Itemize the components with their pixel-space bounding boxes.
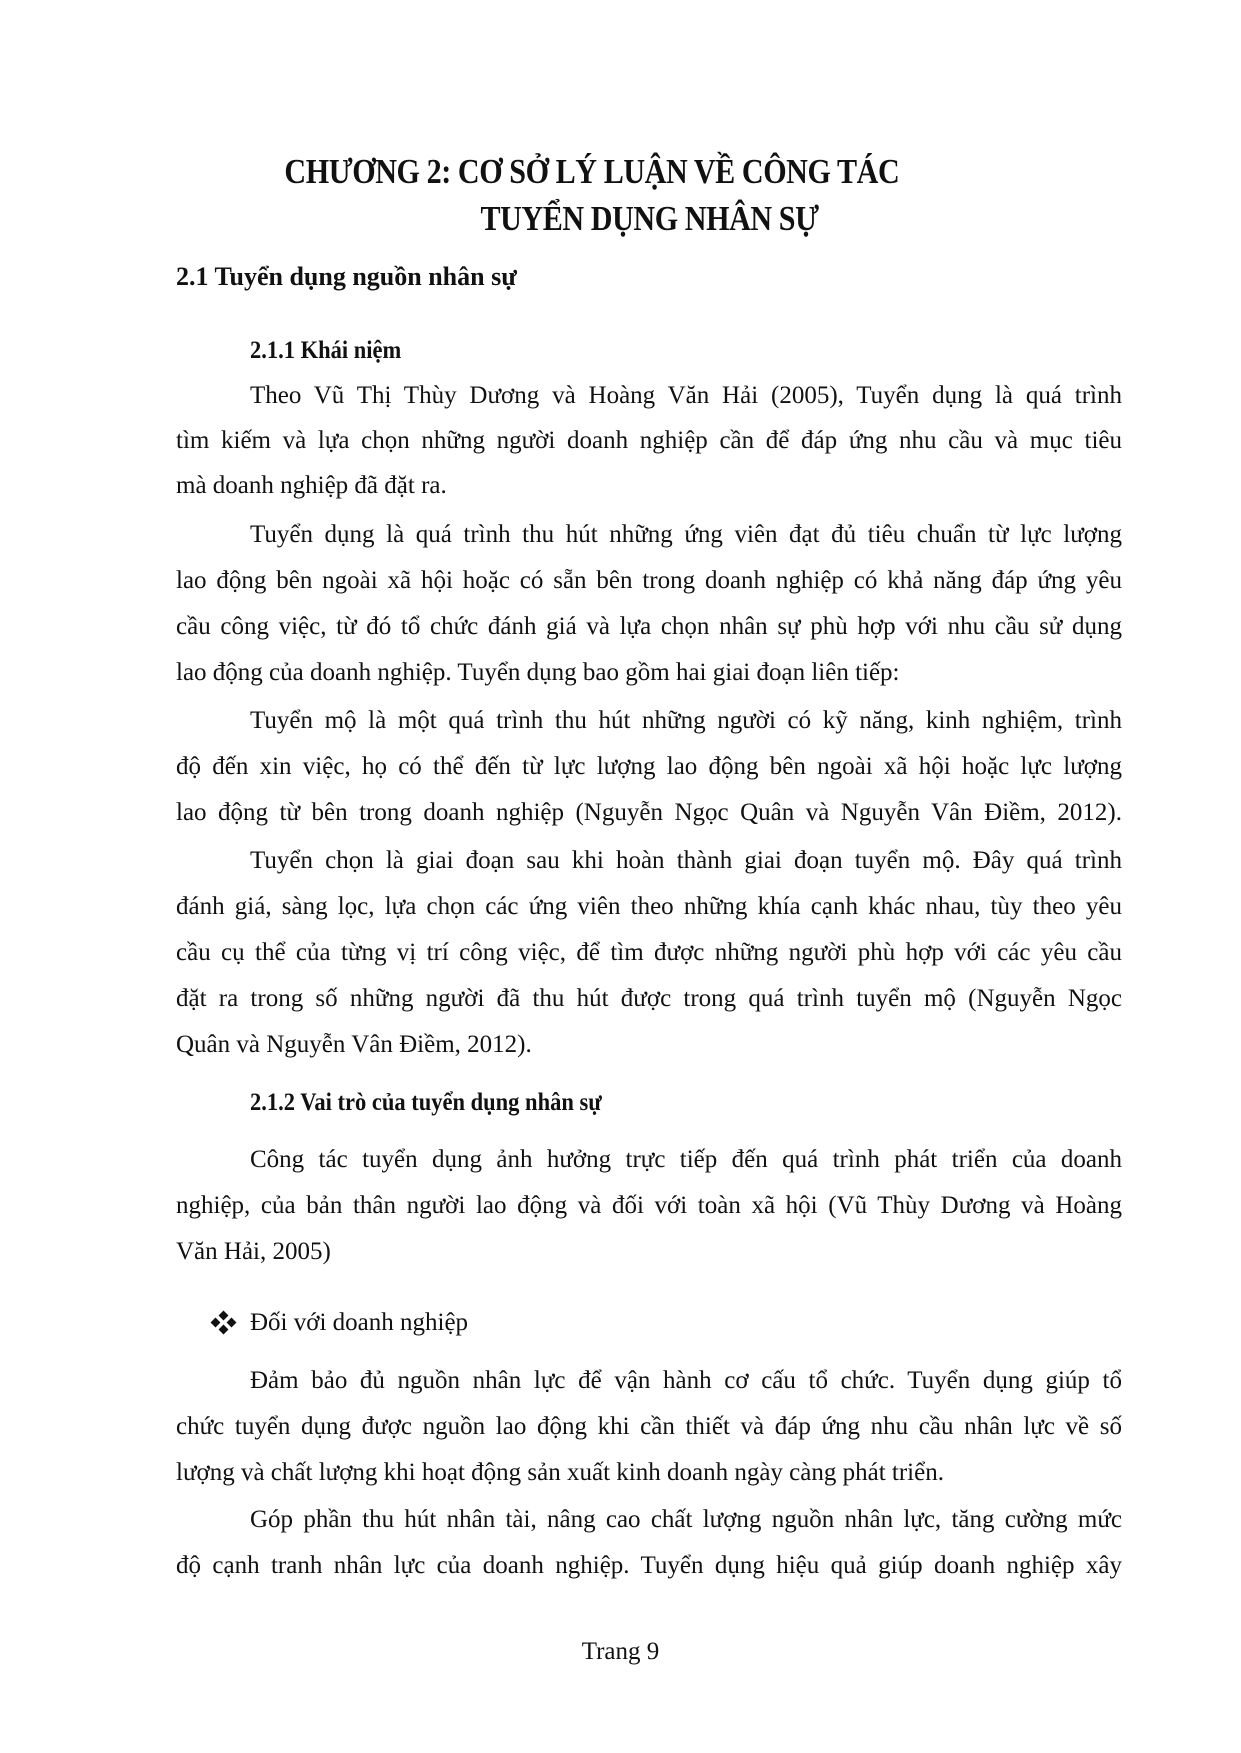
paragraph-line: Công tác tuyển dụng ảnh hưởng trực tiếp đến quá trình phát triển của doanh bbox=[250, 1146, 1122, 1173]
paragraph-line: độ đến xin việc, họ có thể đến từ lực lượng lao động bên ngoài xã hội hoặc lực lượng bbox=[176, 753, 1122, 780]
paragraph-line: cầu cụ thể của từng vị trí công việc, để tìm được những người phù hợp với các yêu cầu bbox=[176, 939, 1122, 966]
paragraph-line: đánh giá, sàng lọc, lựa chọn các ứng viên theo những khía cạnh khác nhau, tùy theo yêu bbox=[176, 893, 1122, 920]
paragraph-line: Đảm bảo đủ nguồn nhân lực để vận hành cơ cấu tổ chức. Tuyển dụng giúp tổ bbox=[250, 1367, 1122, 1394]
diamond-bullet-icon bbox=[212, 1312, 236, 1332]
section-heading-2-1-1: 2.1.1 Khái niệm bbox=[250, 337, 402, 364]
paragraph-line: chức tuyển dụng được nguồn lao động khi cần thiết và đáp ứng nhu cầu nhân lực về số bbox=[176, 1413, 1122, 1440]
bullet-label: Đối với doanh nghiệp bbox=[250, 1309, 469, 1336]
paragraph-line: độ cạnh tranh nhân lực của doanh nghiệp. Tuyển dụng hiệu quả giúp doanh nghiệp xây bbox=[176, 1552, 1122, 1579]
paragraph-line: đặt ra trong số những người đã thu hút được trong quá trình tuyển mộ (Nguyễn Ngọc bbox=[176, 985, 1122, 1012]
paragraph-line: Văn Hải, 2005) bbox=[176, 1238, 331, 1265]
paragraph-line: Góp phần thu hút nhân tài, nâng cao chất lượng nguồn nhân lực, tăng cường mức bbox=[250, 1506, 1122, 1533]
chapter-title-line-2: TUYỂN DỤNG NHÂN SỰ bbox=[480, 199, 819, 238]
paragraph-line: Tuyển chọn là giai đoạn sau khi hoàn thành giai đoạn tuyển mộ. Đây quá trình bbox=[250, 847, 1122, 874]
paragraph-line: lao động từ bên trong doanh nghiệp (Nguyễn Ngọc Quân và Nguyễn Vân Điềm, 2012). bbox=[176, 799, 1122, 826]
paragraph-line: lao động bên ngoài xã hội hoặc có sẵn bên trong doanh nghiệp có khả năng đáp ứng yêu bbox=[176, 567, 1122, 594]
paragraph-line: tìm kiếm và lựa chọn những người doanh nghiệp cần để đáp ứng nhu cầu và mục tiêu bbox=[176, 427, 1122, 454]
bullet-item bbox=[212, 1309, 468, 1337]
paragraph-line: Quân và Nguyễn Vân Điềm, 2012). bbox=[176, 1031, 532, 1058]
paragraph-line: Tuyển mộ là một quá trình thu hút những người có kỹ năng, kinh nghiệm, trình bbox=[250, 707, 1122, 734]
section-heading-2-1: 2.1 Tuyển dụng nguồn nhân sự bbox=[176, 262, 517, 291]
paragraph-line: Tuyển dụng là quá trình thu hút những ứng viên đạt đủ tiêu chuẩn từ lực lượng bbox=[250, 521, 1122, 548]
paragraph-line: mà doanh nghiệp đã đặt ra. bbox=[176, 472, 447, 499]
chapter-title-line-1: CHƯƠNG 2: CƠ SỞ LÝ LUẬN VỀ CÔNG TÁC bbox=[284, 152, 900, 191]
page-number: Trang 9 bbox=[581, 1638, 660, 1665]
paragraph-line: lao động của doanh nghiệp. Tuyển dụng bao gồm hai giai đoạn liên tiếp: bbox=[176, 659, 900, 686]
chapter-title bbox=[250, 148, 990, 242]
paragraph-line: nghiệp, của bản thân người lao động và đối với toàn xã hội (Vũ Thùy Dương và Hoàng bbox=[176, 1192, 1122, 1219]
section-heading-2-1-2: 2.1.2 Vai trò của tuyển dụng nhân sự bbox=[250, 1089, 602, 1116]
paragraph-line: lượng và chất lượng khi hoạt động sản xuất kinh doanh ngày càng phát triển. bbox=[176, 1459, 944, 1486]
paragraph-line: cầu công việc, từ đó tổ chức đánh giá và lựa chọn nhân sự phù hợp với nhu cầu sử dụng bbox=[176, 613, 1122, 640]
paragraph-line: Theo Vũ Thị Thùy Dương và Hoàng Văn Hải (2005), Tuyển dụng là quá trình bbox=[250, 382, 1122, 409]
